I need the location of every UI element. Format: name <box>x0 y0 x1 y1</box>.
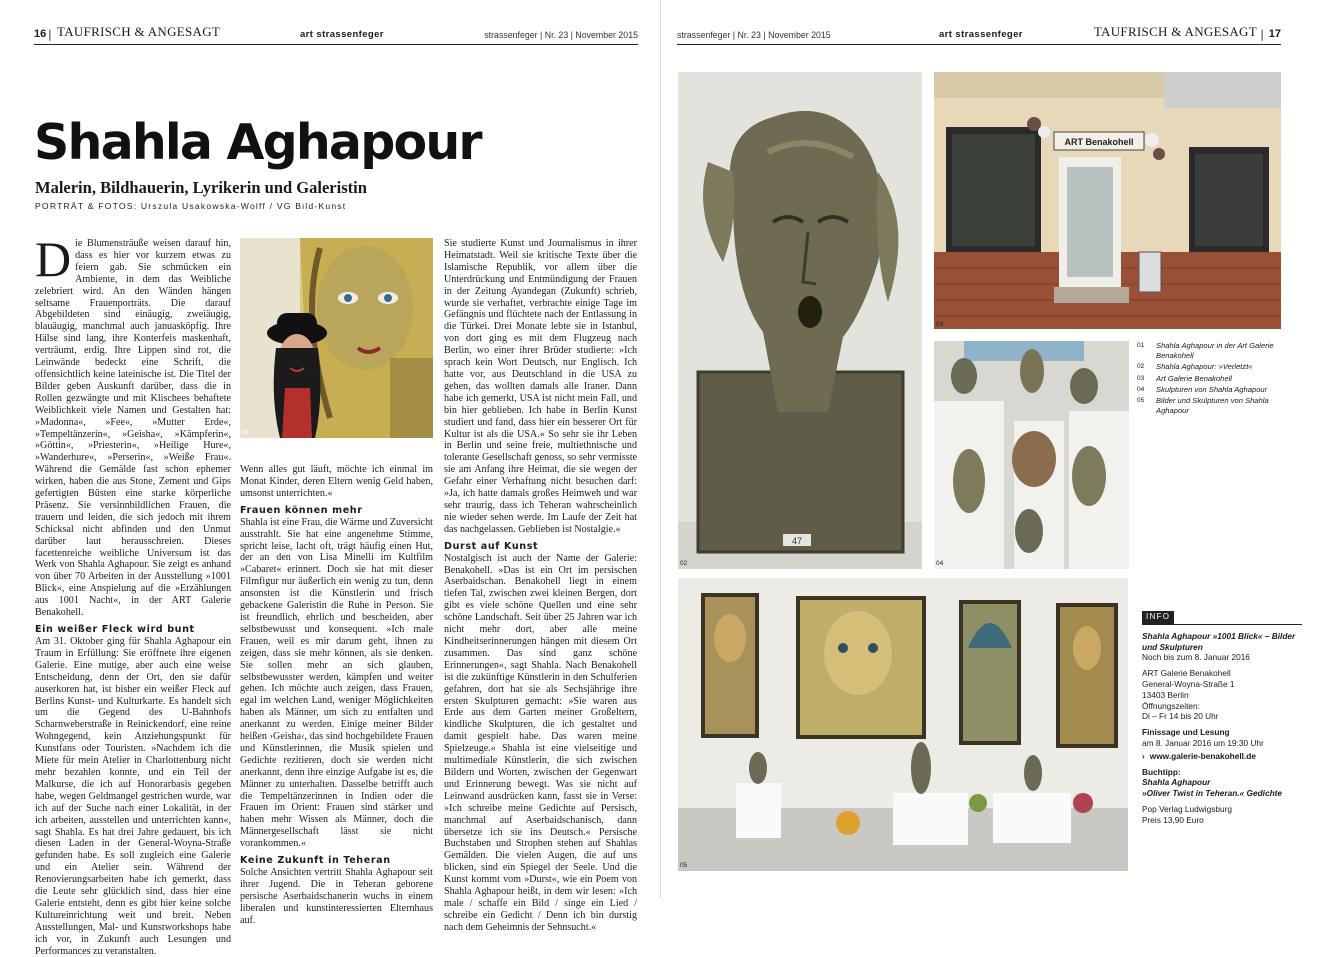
paragraph-fleck: Am 31. Oktober ging für Shahla Aghapour ein Traum in Erfüllung: Sie eröffnete ihre eigenen Galerie. Eine mutige, aber auch eine weise Entscheidung, denn der Ort, den sie dafür auserkoren hat, ist bisher ein weißer Fleck auf Berlins Kunst- und Kulturkarte. Es handelt sich um die Gegend des U-Bahnhofs Scharnweberstraße in Reinickendorf, eine reine Wohngegend, kein Anziehungspunkt für Kunstfans oder Touristen. »Nachdem ich die Miete für mein Atelier in Charlottenburg nicht mehr bezahlen konnte, und ein Teil der Malkurse, die ich auf Honorarbasis gegeben habe, wegen Geldmangel gestrichen wurde, war ich auf der Suche nach einer Lokalität, in der ich arbeiten, ausstellen und unterrichten kann«, sagt Shahla. Es hat drei Jahre gedauert, bis ich diesen Laden in der General-Woyna-Straße gefunden habe. Es soll zugleich eine Galerie und ein Atelier sein. Während der Renovierungsarbeiten habe ich gemerkt, dass die Leute sehr glücklich sind, dass hier eine Galerie entsteht, denn es gibt hier keine solche Kultureinrichtung weit und breit. Neben Ausstellungen, Mal- und Kunstworkshops habe ich vor, in Zukunft auch Lesungen und Performances zu veranstalten. <box>35 636 231 957</box>
paragraph-col2-start: Wenn alles gut läuft, möchte ich einmal im Monat Kinder, deren Eltern wenig Geld haben, umsonst unterrichten.« <box>240 464 433 499</box>
article-column-2 <box>240 464 433 927</box>
header-separator: | <box>1260 28 1264 41</box>
page-number: 17 <box>1268 28 1281 40</box>
exhibition-dates: Noch bis zum 8. Januar 2016 <box>1142 652 1250 663</box>
header-separator: | <box>48 28 52 41</box>
venue-city: 13403 Berlin <box>1142 689 1189 700</box>
photo-exhibition-room <box>678 578 1128 871</box>
venue-name: ART Galerie Benakohell <box>1142 668 1231 679</box>
article-column-3 <box>444 238 637 934</box>
photo-number: 04 <box>936 560 944 567</box>
paragraph-frauen: Shahla ist eine Frau, die Wärme und Zuversicht ausstrahlt. Sie hat eine angenehme Stimme, spricht leise, lacht oft, trägt häufig einen Hut, der an den von Lisa Minelli im Kultfilm »Cabaret« erinnert. Doch sie hat mit dieser Filmfigur nur äußerlich ein wenig zu tun, denn ansonsten ist die Künstlerin und frisch gebackene Galeristin die Ruhe in Person. Sie ist freundlich, ehrlich und bescheiden, aber selbstbewusst und konsequent. »Ich male Frauen, weil es mir darum geht, ihnen zu zeigen, dass sie mehr können, als sie denken. Sie sollen mehr an sich glauben, selbstbewusster werden, kämpfen und weiter gehen. Ich möchte auch zeigen, dass Frauen, egal im welchen Land, weniger Möglichkeiten haben als Männer, um sich zu entfalten und anerkannt zu werden. Einige meiner Bilder heißen ›Geisha‹, das sind hochgebildete Frauen und Künstlerinnen, die Musik spielen und Gedichte rezitieren, doch sie werden nicht anerkannt, denn ihre einzige Aufgabe ist es, die Männer zu unterhalten. Dasselbe betrifft auch die Tempeltänzerinnen in Indien oder die Frauen im Orient: Frauen sind stärker und haben mehr Wissen als Männer, doch die Männergesellschaft lässt sie nicht vorankommen.« <box>240 516 433 850</box>
left-page <box>0 0 660 957</box>
paragraph-teheran: Solche Ansichten vertritt Shahla Aghapour seit ihrer Jugend. Die in Teheran geborene persische Aserbaidschanerin wuchs in einem liberalen und kunstinteressierten Elternhaus auf. <box>240 867 433 926</box>
photo-number: 03 <box>936 321 944 328</box>
info-content <box>1142 624 1302 826</box>
facade-illustration <box>934 72 1281 329</box>
opening-hours: Di – Fr 14 bis 20 Uhr <box>1142 711 1219 722</box>
gallery-website-text: www.galerie-benakohell.de <box>1149 750 1256 761</box>
sculptures-illustration <box>934 341 1129 569</box>
gallery-website-link[interactable] <box>1142 751 1302 762</box>
photo-portrait-artist <box>240 238 433 438</box>
article-subtitle: Malerin, Bildhauerin, Lyrikerin und Galeristin <box>35 178 367 197</box>
section-name: TAUFRISCH & ANGESAGT <box>57 24 221 39</box>
subheading-fleck: Ein weißer Fleck wird bunt <box>35 624 195 635</box>
opening-hours-label: Öffnungszeiten: <box>1142 700 1200 711</box>
legend-item: 02 Shahla Aghapour: »Verletzt« <box>1137 362 1253 372</box>
left-page-header <box>34 24 638 45</box>
intro-text: ie Blumensträuße weisen darauf hin, dass es hier vor kurzem etwas zu feiern gab. Sie schmücken ein Ambiente, in dem das Weibliche zelebriert wird. An den Wänden hängen seltsame Frauenporträts. Die darauf Abgebildeten sind einäugig, zweiäugig, blauäugig, manchmal auch januasköpfig. Ihre Hälse sind lang, ihre Konterfeis maskenhaft, verträumt, erdig. Ihre Lippen sind rot, die Leinwände bedeckt eine Schrift, die offensichtlich keine lateinische ist. Die Titel der Bilder geben Auskunft darüber, dass die in Rollen gezwängte und mit Klischees behaftete Weiblichkeit viele Namen und Gestalten hat: »Madonna«, »Fee«, »Mutter Erde«, »Tempeltänzerin«, »Geisha«, »Kämpferin«, »Göttin«, »Priesterin«, »Heilige Hure«, »Wanderhure«, »Perserin«, »Weiße Frau«. Während die Gemälde fast schon ephemer wirken, haben die aus Stone, Zement und Gips gefertigten Büsten eine starke körperliche Präsenz. Sie versinnbildlichen Frauen, die trauern und leiden, die sich jedoch mit ihrem Schicksal nicht abfinden und den Unmut darüber laut herausschreien. Dieses facettenreiche weibliche Universum ist das Werk von Shahla Aghapour. Sie zeigt es anhand von über 70 Arbeiten in der Ausstellung »1001 Blick«, eine Anspielung auf die »Erzählungen aus 1001 Nacht«, in der ART Galerie Benakohell. <box>35 238 231 619</box>
event-title: Finissage und Lesung <box>1142 727 1230 738</box>
sculpture-illustration <box>678 72 922 569</box>
book-price: Preis 13,90 Euro <box>1142 814 1204 825</box>
subheading-durst: Durst auf Kunst <box>444 540 539 552</box>
legend-item: 01 Shahla Aghapour in der Art Galerie Benakohell <box>1137 341 1274 361</box>
sculpture-tag: 47 <box>791 536 803 546</box>
venue-street: General-Woyna-Straße 1 <box>1142 678 1235 689</box>
paragraph-col3-start: Sie studierte Kunst und Journalismus in ihrer Heimatstadt. Weil sie kritische Texte über die Islamische Republik, vor allem über die Unterdrückung und Entmündigung der Frauen in der Zeitung Ayandegan (Zukunft) schrieb, wurde sie verhaftet, verbrachte einige Tage im Gefängnis und flüchtete nach der Entlassung in die Türkei. Drei Monate lebte sie in Istanbul, von dort ging es mit dem Flugzeug nach Berlin, wo einer ihrer Brüder studierte: »Ich sprach kein Wort Deutsch, nur Englisch. Ich hatte vor, aus Deutschland in die USA zu gehen, das wollten damals alle Iraner. Dann habe ich gemerkt, USA ist nicht mein Fall, und bin hier geblieben. Ich habe in Berlin Kunst studiert und fand, dass hier ein besserer Ort für Kultur ist als die USA.« So sehr sie ihr Leben in Berlin und seine freie, multiethnische und tolerante Gesellschaft genoss, so sehr vermisste sie am Anfang ihre Heimat, die sie wegen der Gefahr einer Verhaftung nicht besuchen darf: »Ja, ich hatte damals großes Heimweh und war sehr traurig, dass ich Teheran wahrscheinlich nie wieder sehen werde. Im Laufe der Zeit hat das nachgelassen. Geblieben ist Nostalgie.« <box>444 238 637 535</box>
book-author: Shahla Aghapour <box>1142 777 1211 788</box>
issue-info: strassenfeger | Nr. 23 | November 2015 <box>677 30 831 40</box>
right-page <box>661 0 1321 898</box>
drop-cap: D <box>35 231 72 287</box>
paragraph-durst: Nostalgisch ist auch der Name der Galerie: Benakohell. »Das ist ein Ort im persischen Aserbaidschan. Benakohell liegt in einem tiefen Tal, zwischen zwei kleinen Bergen, dort gibt es viele schöne Quellen und eine sehr schöne Landschaft. Seit über 25 Jahren war ich nicht mehr dort, aber alle meine Kindheitserinnerungen hängen mit diesem Ort zusammen. Das sind ganz schöne Erinnerungen«, sagt Shahla. Nach Benakohell ist die zukünftige Künstlerin in den Schulferien gefahren, dort hat sie als Sechsjährige ihre ersten Skulpturen gemacht: »Sie waren aus Erde aus dem Garten meiner Großeltern, kindliche Skulpturen, die ich gestaltet und damit gespielt habe. Das waren meine Spielzeuge.« Shahla ist eine vielseitige und multimediale Künstlerin, die sich zwischen Bildern und Worten, zwischen der Gegenwart und Erinnerung bewegt. Was sie nicht auf Leinwand ausdrücken kann, fasst sie in Verse: »Ich schreibe meine Gedichte auf Persisch, manchmal auf Aserbaidschanisch, dann übersetze ich sie ins Deutsch.« Persische Buchstaben und Strophen stehen auf Shahlas Gemälden. Die vielen Augen, die auf uns blicken, sind ein Spiegel der Seele. Und die Kunst kommt vom »Durst«, wie ein Poem von Shahla Aghapour heißt, in dem wir lesen: »Ich male / schaffe ein Bild / singe ein Lied / schreibe ein Gedicht / Denn ich bin durstig nach dem Geheimnis der Sehnsucht.« <box>444 552 637 933</box>
photo-gallery-facade <box>934 72 1281 329</box>
book-publisher: Pop Verlag Ludwigsburg <box>1142 803 1232 814</box>
book-title: »Oliver Twist in Teheran.« Gedichte <box>1142 788 1283 799</box>
photo-number: 01 <box>242 429 250 436</box>
section-name: TAUFRISCH & ANGESAGT <box>1093 24 1257 39</box>
legend-item: 03 Art Galerie Benakohell <box>1137 373 1232 383</box>
article-title: Shahla Aghapour <box>34 114 481 171</box>
photo-number: 05 <box>680 862 688 869</box>
magazine-brand: art strassenfeger <box>939 29 1023 40</box>
article-column-1 <box>35 231 231 957</box>
info-box <box>1142 611 1302 826</box>
book-tip-label: Buchtipp: <box>1142 766 1181 777</box>
photo-sculptures <box>934 341 1129 569</box>
legend-item: 05 Bilder und Skulpturen von Shahla Aghapour <box>1137 396 1269 416</box>
issue-info: strassenfeger | Nr. 23 | November 2015 <box>484 30 638 40</box>
photo-number: 02 <box>680 560 688 567</box>
photo-sculpture-verletzt <box>678 72 922 569</box>
event-date: am 8. Januar 2016 um 19:30 Uhr <box>1142 737 1264 748</box>
intro-paragraph <box>35 231 231 619</box>
subheading-teheran: Keine Zukunft in Teheran <box>240 855 391 867</box>
exhibition-title: Shahla Aghapour »1001 Blick« – Bilder und Skulpturen <box>1142 630 1296 652</box>
info-tag: INFO <box>1142 611 1174 624</box>
portrait-illustration <box>240 238 433 438</box>
right-page-header <box>677 24 1281 45</box>
photo-legend <box>1137 341 1287 417</box>
magazine-brand: art strassenfeger <box>300 29 384 40</box>
exhibition-illustration <box>678 578 1128 871</box>
photo-credit: PORTRÄT & FOTOS: Urszula Usakowska-Wolff / VG Bild-Kunst <box>35 201 347 211</box>
chevron-right-icon: › <box>1142 750 1145 761</box>
subheading-frauen: Frauen können mehr <box>240 504 363 516</box>
legend-item: 04 Skulpturen von Shahla Aghapour <box>1137 384 1268 394</box>
page-number: 16 <box>34 28 47 40</box>
shop-sign: ART Benakohell <box>1064 137 1134 147</box>
